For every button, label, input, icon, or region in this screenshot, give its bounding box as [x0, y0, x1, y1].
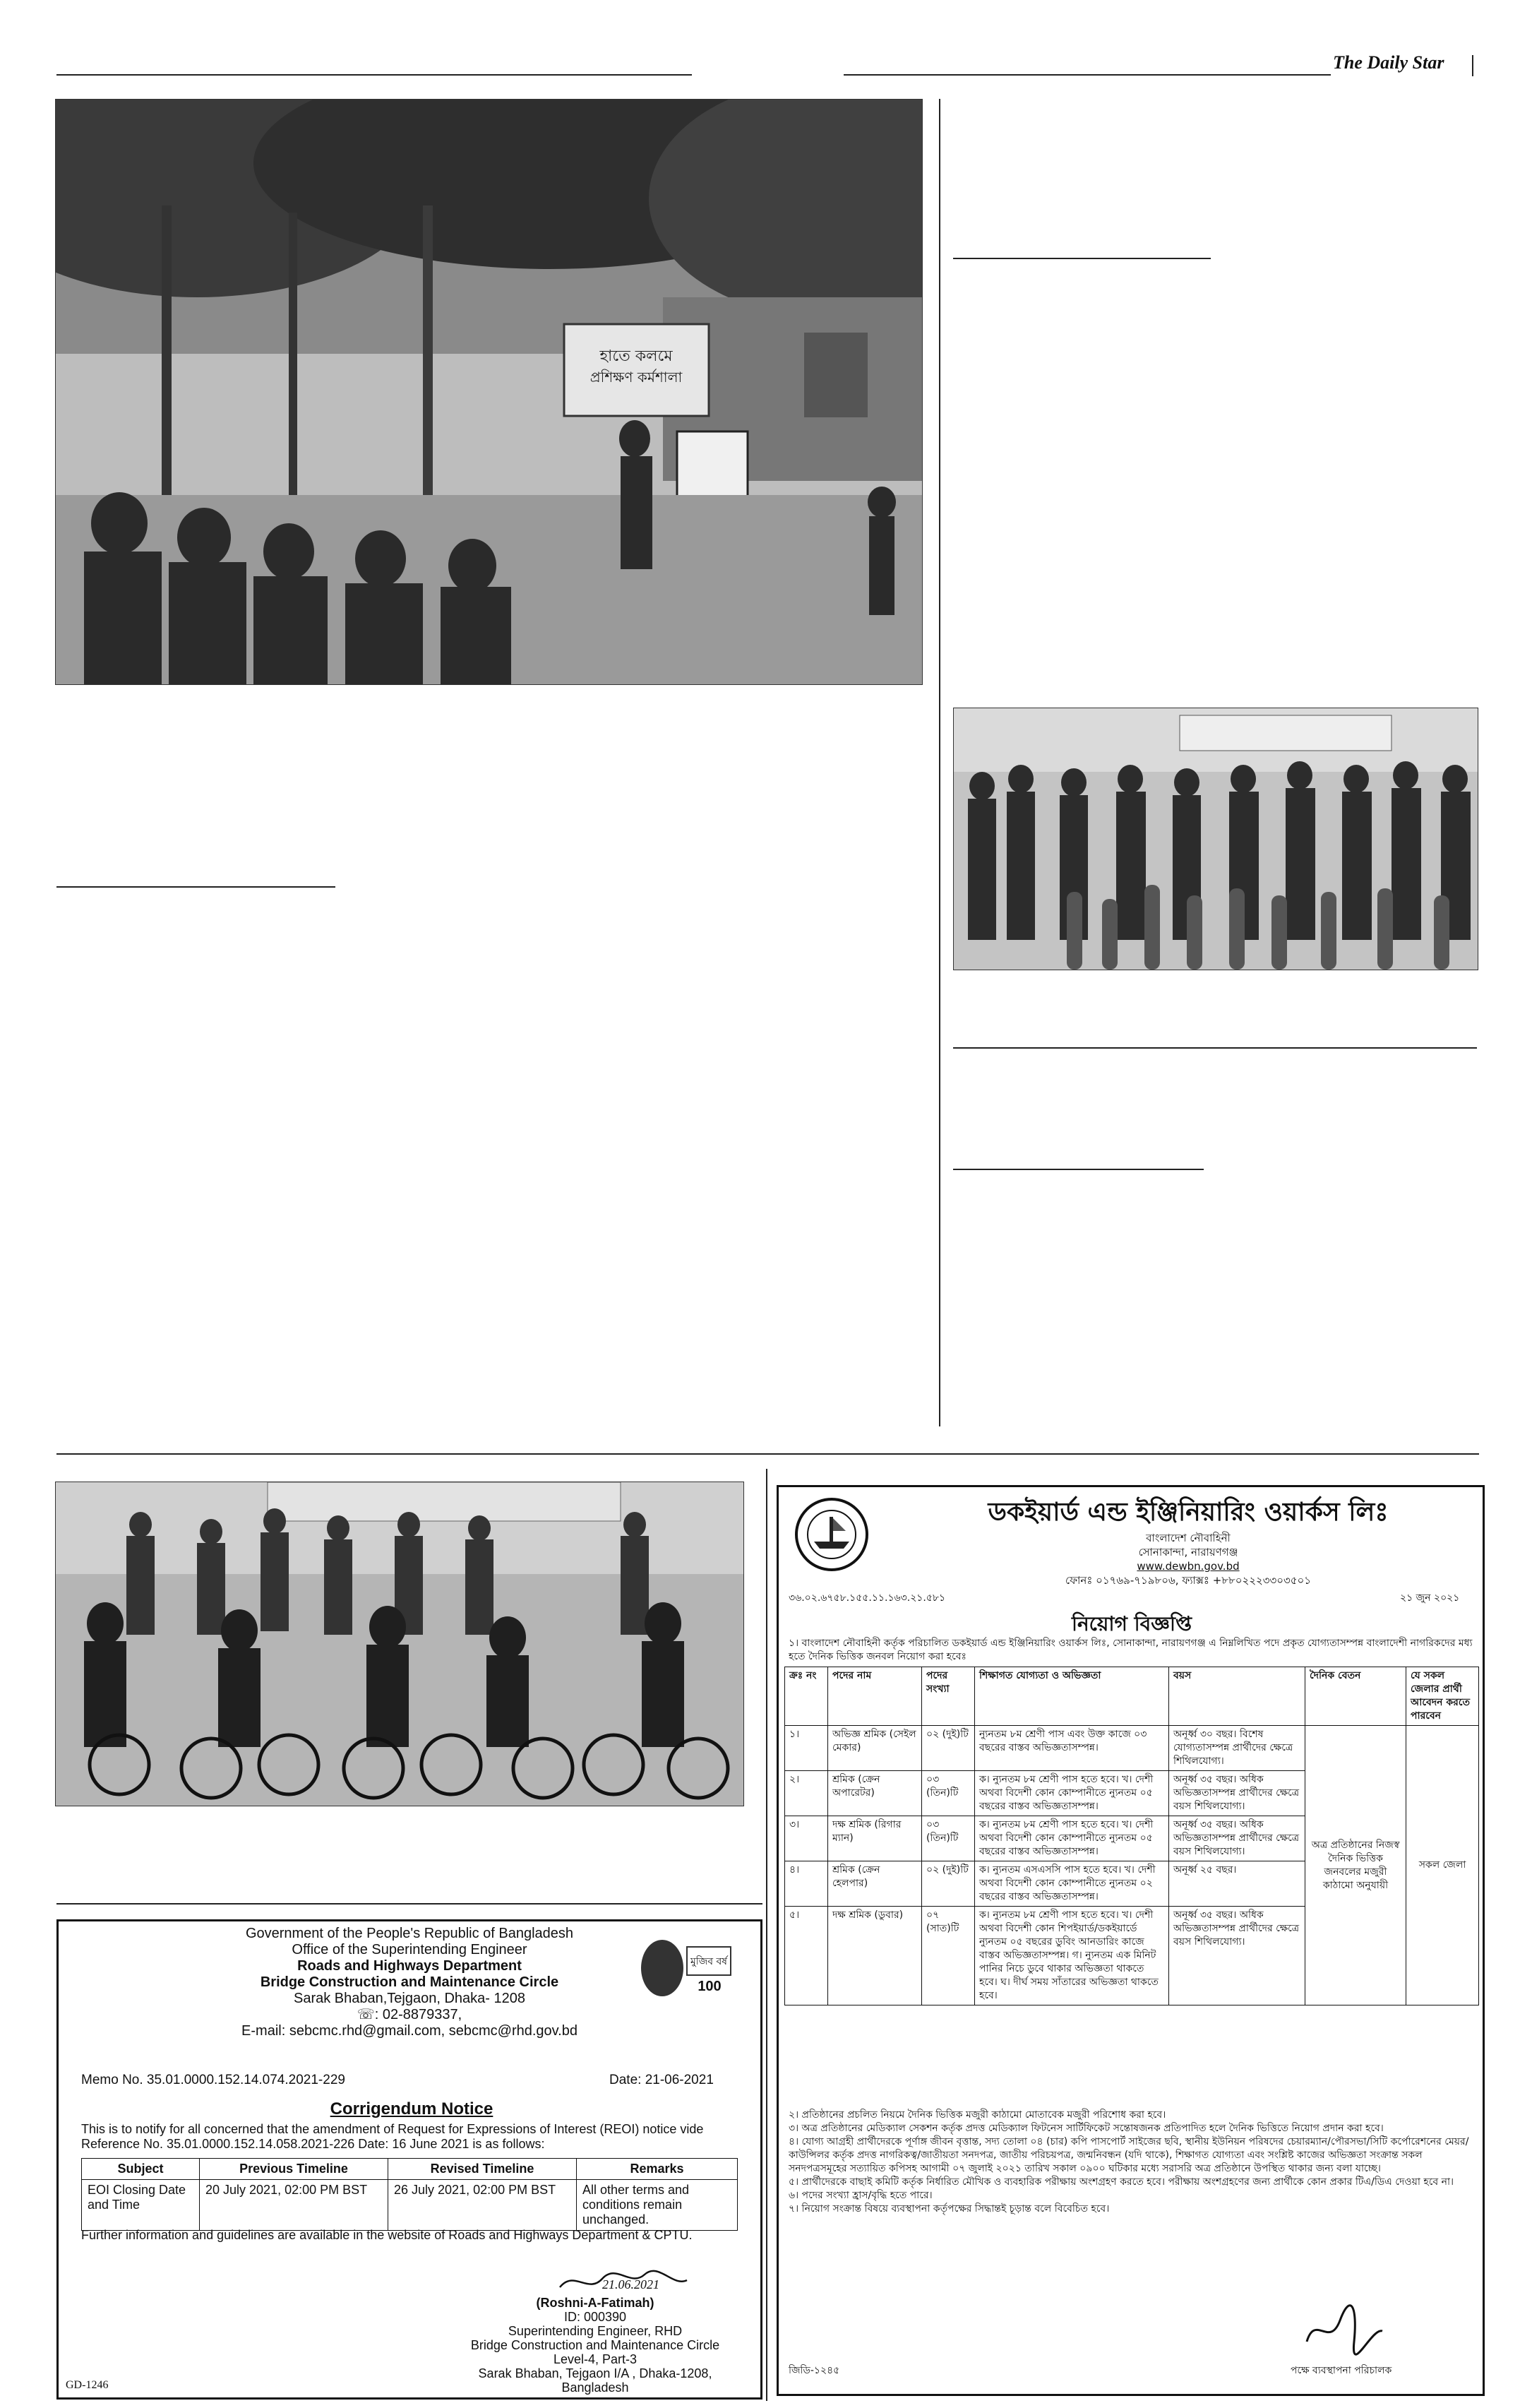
- dewbn-header-info: [892, 1531, 1485, 1587]
- dewbn-sub2: সোনাকান্দা, নারায়ণগঞ্জ: [1138, 1546, 1238, 1558]
- table-cell: EOI Closing Date and Time: [82, 2180, 200, 2231]
- table-header: Previous Timeline: [200, 2159, 388, 2180]
- post-age: অনূর্ধ্ব ৩৫ বছর। অধিক অভিজ্ঞতাসম্পন্ন প্রার্থীদের ক্ষেত্রে বয়স শিথিলযোগ্য।: [1169, 1816, 1305, 1861]
- eligible-districts: সকল জেলা: [1406, 1726, 1479, 2005]
- rhd-dept: Roads and Highways Department: [297, 1958, 522, 1974]
- section-rule: [56, 886, 335, 888]
- table-header: যে সকল জেলার প্রার্থী আবেদন করতে পারবেন: [1406, 1667, 1479, 1726]
- post-qualification: ক। ন্যুনতম ৮ম শ্রেণী পাস হতে হবে। খ। দেশী অথবা বিদেশী কোন শিপইয়ার্ড/ডকইয়ার্ডে ন্যুনতম ০৫ বছরের ডুবিং আনডারিং কাজে বাস্তব অভিজ্ঞতাসম্পন্ন। গ। ন্যুনতম এক মিনিট পানির নিচে ডুবে থাকার অভিজ্ঞতা থাকতে হবে। ঘ। দীর্ঘ সময় সাঁতারের অভিজ্ঞতা থাকতে হবে।: [975, 1907, 1169, 2005]
- rhd-gov: Government of the People's Republic of Bangladesh: [245, 1926, 574, 1941]
- rhd-notice-title: Corrigendum Notice: [330, 2099, 493, 2118]
- section-rule: [953, 1047, 1477, 1049]
- rhd-further-info: Further information and guidelines are available in the website of Roads and Highways Department & CPTU.: [81, 2228, 693, 2242]
- row-number: ৩।: [785, 1816, 828, 1861]
- table-header: বয়স: [1169, 1667, 1305, 1726]
- post-qualification: ক। ন্যুনতম ৮ম শ্রেণী পাস হতে হবে। খ। দেশী অথবা বিদেশী কোন কোম্পানীতে ন্যুনতম ০৫ বছরের বাস্তব অভিজ্ঞতাসম্পন্ন।: [975, 1816, 1169, 1861]
- rhd-phone: ☏: 02-8879337,: [357, 2007, 462, 2022]
- rhd-sign-date: 21.06.2021: [602, 2277, 659, 2291]
- svg-text:100: 100: [698, 1979, 722, 1994]
- rhd-signatory-block: [454, 2296, 736, 2395]
- section-rule: [56, 1903, 762, 1905]
- post-count: ০২ (দুই)টি: [922, 1861, 975, 1907]
- rhd-notice-body: This is to notify for all concerned that the amendment of Request for Expressions of Interest (REOI) notice vide Reference No. 35.01.0000.152.14.058.2021-226 Date: 16 June 2021 is as follows:: [81, 2122, 704, 2151]
- masthead-logo: The Daily Star: [1333, 52, 1444, 73]
- rhd-signer-id: ID: 000390: [563, 2310, 627, 2324]
- dewbn-signer: পক্ষে ব্যবস্থাপনা পরিচালক: [1291, 2365, 1392, 2376]
- dewbn-emblem: [793, 1496, 870, 1573]
- rhd-signature: [553, 2266, 694, 2296]
- table-header: পদের সংখ্যা: [922, 1667, 975, 1726]
- note-item: ৬। পদের সংখ্যা হ্রাস/বৃদ্ধি হতে পারে।: [789, 2190, 933, 2201]
- dewbn-title: ডকইয়ার্ড এন্ড ইঞ্জিনিয়ারিং ওয়ার্কস লিঃ: [988, 1498, 1389, 1527]
- dewbn-date: ২১ জুন ২০২১: [1400, 1592, 1460, 1604]
- dewbn-notes: [789, 2109, 1473, 2216]
- photo-outdoor-workshop: [55, 99, 923, 685]
- rhd-circle: Bridge Construction and Maintenance Circle: [260, 1974, 559, 1990]
- note-item: ৭। নিয়োগ সংক্রান্ত বিষয়ে ব্যবস্থাপনা কর্তৃপক্ষের সিদ্ধান্তই চূড়ান্ত বলে বিবেচিত হবে।: [789, 2203, 1110, 2215]
- post-name: শ্রমিক (ক্রেন হেলপার): [828, 1861, 922, 1907]
- note-item: ৩। অত্র প্রতিষ্ঠানের মেডিক্যাল সেকশন কর্তৃক প্রদত্ত মেডিক্যাল ফিটনেস সার্টিফিকেট সন্তোষজনক প্রতিপাদিত হলে দৈনিক ভিত্তিতে নিয়োগ প্রদান করা হবে।: [789, 2123, 1384, 2134]
- rhd-timeline-table: [81, 2158, 738, 2231]
- dewbn-recruitment-notice: [777, 1485, 1485, 2396]
- section-rule: [953, 258, 1211, 259]
- dewbn-intro: ১। বাংলাদেশ নৌবাহিনী কর্তৃক পরিচালিত ডকইয়ার্ড এন্ড ইঞ্জিনিয়ারিং ওয়ার্কস লিঃ, সোনাকান্দা, নারায়ণগঞ্জ এ নিম্নলিখিত পদে প্রকৃত যোগ্যতাসম্পন্ন বাংলাদেশী নাগরিকদের মধ্য হতে দৈনিক ভিত্তিক জনবল নিয়োগ করা হবেঃ: [789, 1638, 1473, 1662]
- table-header: পদের নাম: [828, 1667, 922, 1726]
- photo-bicycle-distribution: [55, 1482, 744, 1806]
- note-item: ৪। যোগ্য আগ্রহী প্রার্থীদেরকে পূর্ণাঙ্গ জীবন বৃত্তান্ত, সদ্য তোলা ০৪ (চার) কপি পাসপোর্ট সাইজের ছবি, স্থানীয় ইউনিয়ন পরিষদের চেয়ারম্যান/পৌরসভা/সিটি কর্পোরেশনের মেয়র/কাউন্সিলর কর্তৃক প্রদত্ত নাগরিকত্ব/জাতীয়তা সনদপত্র, জাতীয় পরিচয়পত্র, জন্মনিবন্ধন (যদি থাকে), শিক্ষাগত যোগ্যতা এবং সংশ্লিষ্ট কাজের অভিজ্ঞতা সংক্রান্ত সকল সনদপত্রসমূহের সত্যায়িত কপিসহ আগামী ০৭ জুলাই ২০২১ তারিখ সকাল ০৯০০ ঘটিকার মধ্যে সরাসরি অত্র প্রতিষ্ঠানে উপস্থিত থাকার জন্য বলা যাচ্ছে।: [789, 2136, 1469, 2174]
- note-item: ৫। প্রার্থীদেরকে বাছাই কমিটি কর্তৃক নির্ধারিত মৌখিক ও ব্যবহারিক পরীক্ষায় অংশগ্রহণ করতে হবে। পরীক্ষায় অংশগ্রহণের জন্য প্রার্থীকে কোন প্রকার টিএ/ডিএ দেওয়া হবে না।: [789, 2176, 1454, 2188]
- post-qualification: ক। ন্যুনতম ৮ম শ্রেণী পাস হতে হবে। খ। দেশী অথবা বিদেশী কোন কোম্পানীতে ন্যুনতম ০৫ বছরের বাস্তব অভিজ্ঞতাসম্পন্ন।: [975, 1771, 1169, 1816]
- post-name: শ্রমিক (ক্রেন অপারেটর): [828, 1771, 922, 1816]
- rhd-signer-circle: Bridge Construction and Maintenance Circle: [470, 2338, 720, 2352]
- post-name: দক্ষ শ্রমিক (ডুবার): [828, 1907, 922, 2005]
- rhd-signer-name: (Roshni-A-Fatimah): [536, 2296, 654, 2310]
- svg-text:মুজিব বর্ষ: মুজিব বর্ষ: [690, 1956, 728, 1967]
- table-cell: All other terms and conditions remain unchanged.: [577, 2180, 738, 2231]
- rhd-office: Office of the Superintending Engineer: [292, 1942, 527, 1957]
- table-header: Remarks: [577, 2159, 738, 2180]
- post-count: ০৩ (তিন)টি: [922, 1771, 975, 1816]
- dewbn-gd-number: জিডি-১২৪৫: [789, 2365, 840, 2376]
- table-header: দৈনিক বেতন: [1305, 1667, 1406, 1726]
- rhd-signer-level: Level-4, Part-3: [553, 2352, 638, 2366]
- table-row: [785, 1726, 1479, 1771]
- table-cell: 26 July 2021, 02:00 PM BST: [388, 2180, 577, 2231]
- row-number: ১।: [785, 1726, 828, 1771]
- note-item: ২। প্রতিষ্ঠানের প্রচলিত নিয়মে দৈনিক ভিত্তিক মজুরী কাঠামো মোতাবেক মজুরী পরিশোধ করা হবে।: [789, 2109, 1166, 2121]
- table-row: [82, 2180, 738, 2231]
- rhd-signer-title: Superintending Engineer, RHD: [508, 2324, 683, 2338]
- section-rule: [953, 1169, 1204, 1170]
- table-header: শিক্ষাগত যোগ্যতা ও অভিজ্ঞতা: [975, 1667, 1169, 1726]
- rhd-email: E-mail: sebcmc.rhd@gmail.com, sebcmc@rhd.gov.bd: [241, 2023, 578, 2039]
- rhd-signer-country: Bangladesh: [561, 2380, 629, 2395]
- dewbn-website-link[interactable]: www.dewbn.gov.bd: [1137, 1560, 1240, 1573]
- daily-wage: অত্র প্রতিষ্ঠানের নিজস্ব দৈনিক ভিত্তিক জনবলের মজুরী কাঠামো অনুযায়ী: [1305, 1726, 1406, 2005]
- dewbn-signature: [1301, 2299, 1386, 2356]
- rhd-date: Date: 21-06-2021: [609, 2073, 714, 2087]
- post-age: অনূর্ধ্ব ২৫ বছর।: [1169, 1861, 1305, 1907]
- rhd-signer-address: Sarak Bhaban, Tejgaon I/A , Dhaka-1208,: [478, 2366, 712, 2380]
- post-age: অনূর্ধ্ব ৩০ বছর। বিশেষ যোগ্যতাসম্পন্ন প্রার্থীদের ক্ষেত্রে শিথিলযোগ্য।: [1169, 1726, 1305, 1771]
- table-cell: 20 July 2021, 02:00 PM BST: [200, 2180, 388, 2231]
- rhd-address: Sarak Bhaban,Tejgaon, Dhaka- 1208: [293, 1991, 525, 2006]
- mujib-borsho-logo: [630, 1933, 736, 2003]
- post-age: অনূর্ধ্ব ৩৫ বছর। অধিক অভিজ্ঞতাসম্পন্ন প্রার্থীদের ক্ষেত্রে বয়স শিথিলযোগ্য।: [1169, 1907, 1305, 2005]
- post-count: ০৩ (তিন)টি: [922, 1816, 975, 1861]
- post-age: অনূর্ধ্ব ৩৫ বছর। অধিক অভিজ্ঞতাসম্পন্ন প্রার্থীদের ক্ষেত্রে বয়স শিথিলযোগ্য।: [1169, 1771, 1305, 1816]
- dewbn-memo: ৩৬.০২.৬৭৫৮.১৫৫.১১.১৬৩.২১.৫৮১: [789, 1592, 946, 1604]
- dewbn-phone: ফোনঃ ০১৭৬৯-৭১৯৮০৬, ফ্যাক্সঃ +৮৮০২২২৩৩০৩৫০১: [1065, 1574, 1311, 1587]
- rhd-gd-number: GD-1246: [66, 2379, 109, 2391]
- table-header: Subject: [82, 2159, 200, 2180]
- post-qualification: ক। ন্যুনতম এসএসসি পাস হতে হবে। খ। দেশী অথবা বিদেশী কোন কোম্পানীতে ন্যুনতম ০২ বছরের বাস্তব অভিজ্ঞতাসম্পন্ন।: [975, 1861, 1169, 1907]
- post-name: দক্ষ শ্রমিক (রিগার ম্যান): [828, 1816, 922, 1861]
- dewbn-posts-table: [784, 1667, 1479, 2005]
- photo-oxygen-cylinder-handover: [953, 708, 1478, 970]
- table-header: Revised Timeline: [388, 2159, 577, 2180]
- dewbn-heading: নিয়োগ বিজ্ঞপ্তি: [1071, 1612, 1192, 1635]
- rhd-memo: Memo No. 35.01.0000.152.14.074.2021-229: [81, 2073, 345, 2087]
- svg-text:হাতে কলমে: হাতে কলমে: [599, 347, 673, 365]
- row-number: ২।: [785, 1771, 828, 1816]
- svg-text:প্রশিক্ষণ কর্মশালা: প্রশিক্ষণ কর্মশালা: [590, 369, 683, 386]
- row-number: ৪।: [785, 1861, 828, 1907]
- rhd-corrigendum-notice: [56, 1919, 762, 2400]
- row-number: ৫।: [785, 1907, 828, 2005]
- dewbn-sub1: বাংলাদেশ নৌবাহিনী: [1146, 1532, 1231, 1544]
- post-count: ০২ (দুই)টি: [922, 1726, 975, 1771]
- post-name: অভিজ্ঞ শ্রমিক (সেইল মেকার): [828, 1726, 922, 1771]
- post-qualification: ন্যুনতম ৮ম শ্রেণী পাস এবং উক্ত কাজে ০৩ বছরের বাস্তব অভিজ্ঞতাসম্পন্ন।: [975, 1726, 1169, 1771]
- table-header: ক্রঃ নং: [785, 1667, 828, 1726]
- post-count: ০৭ (সাত)টি: [922, 1907, 975, 2005]
